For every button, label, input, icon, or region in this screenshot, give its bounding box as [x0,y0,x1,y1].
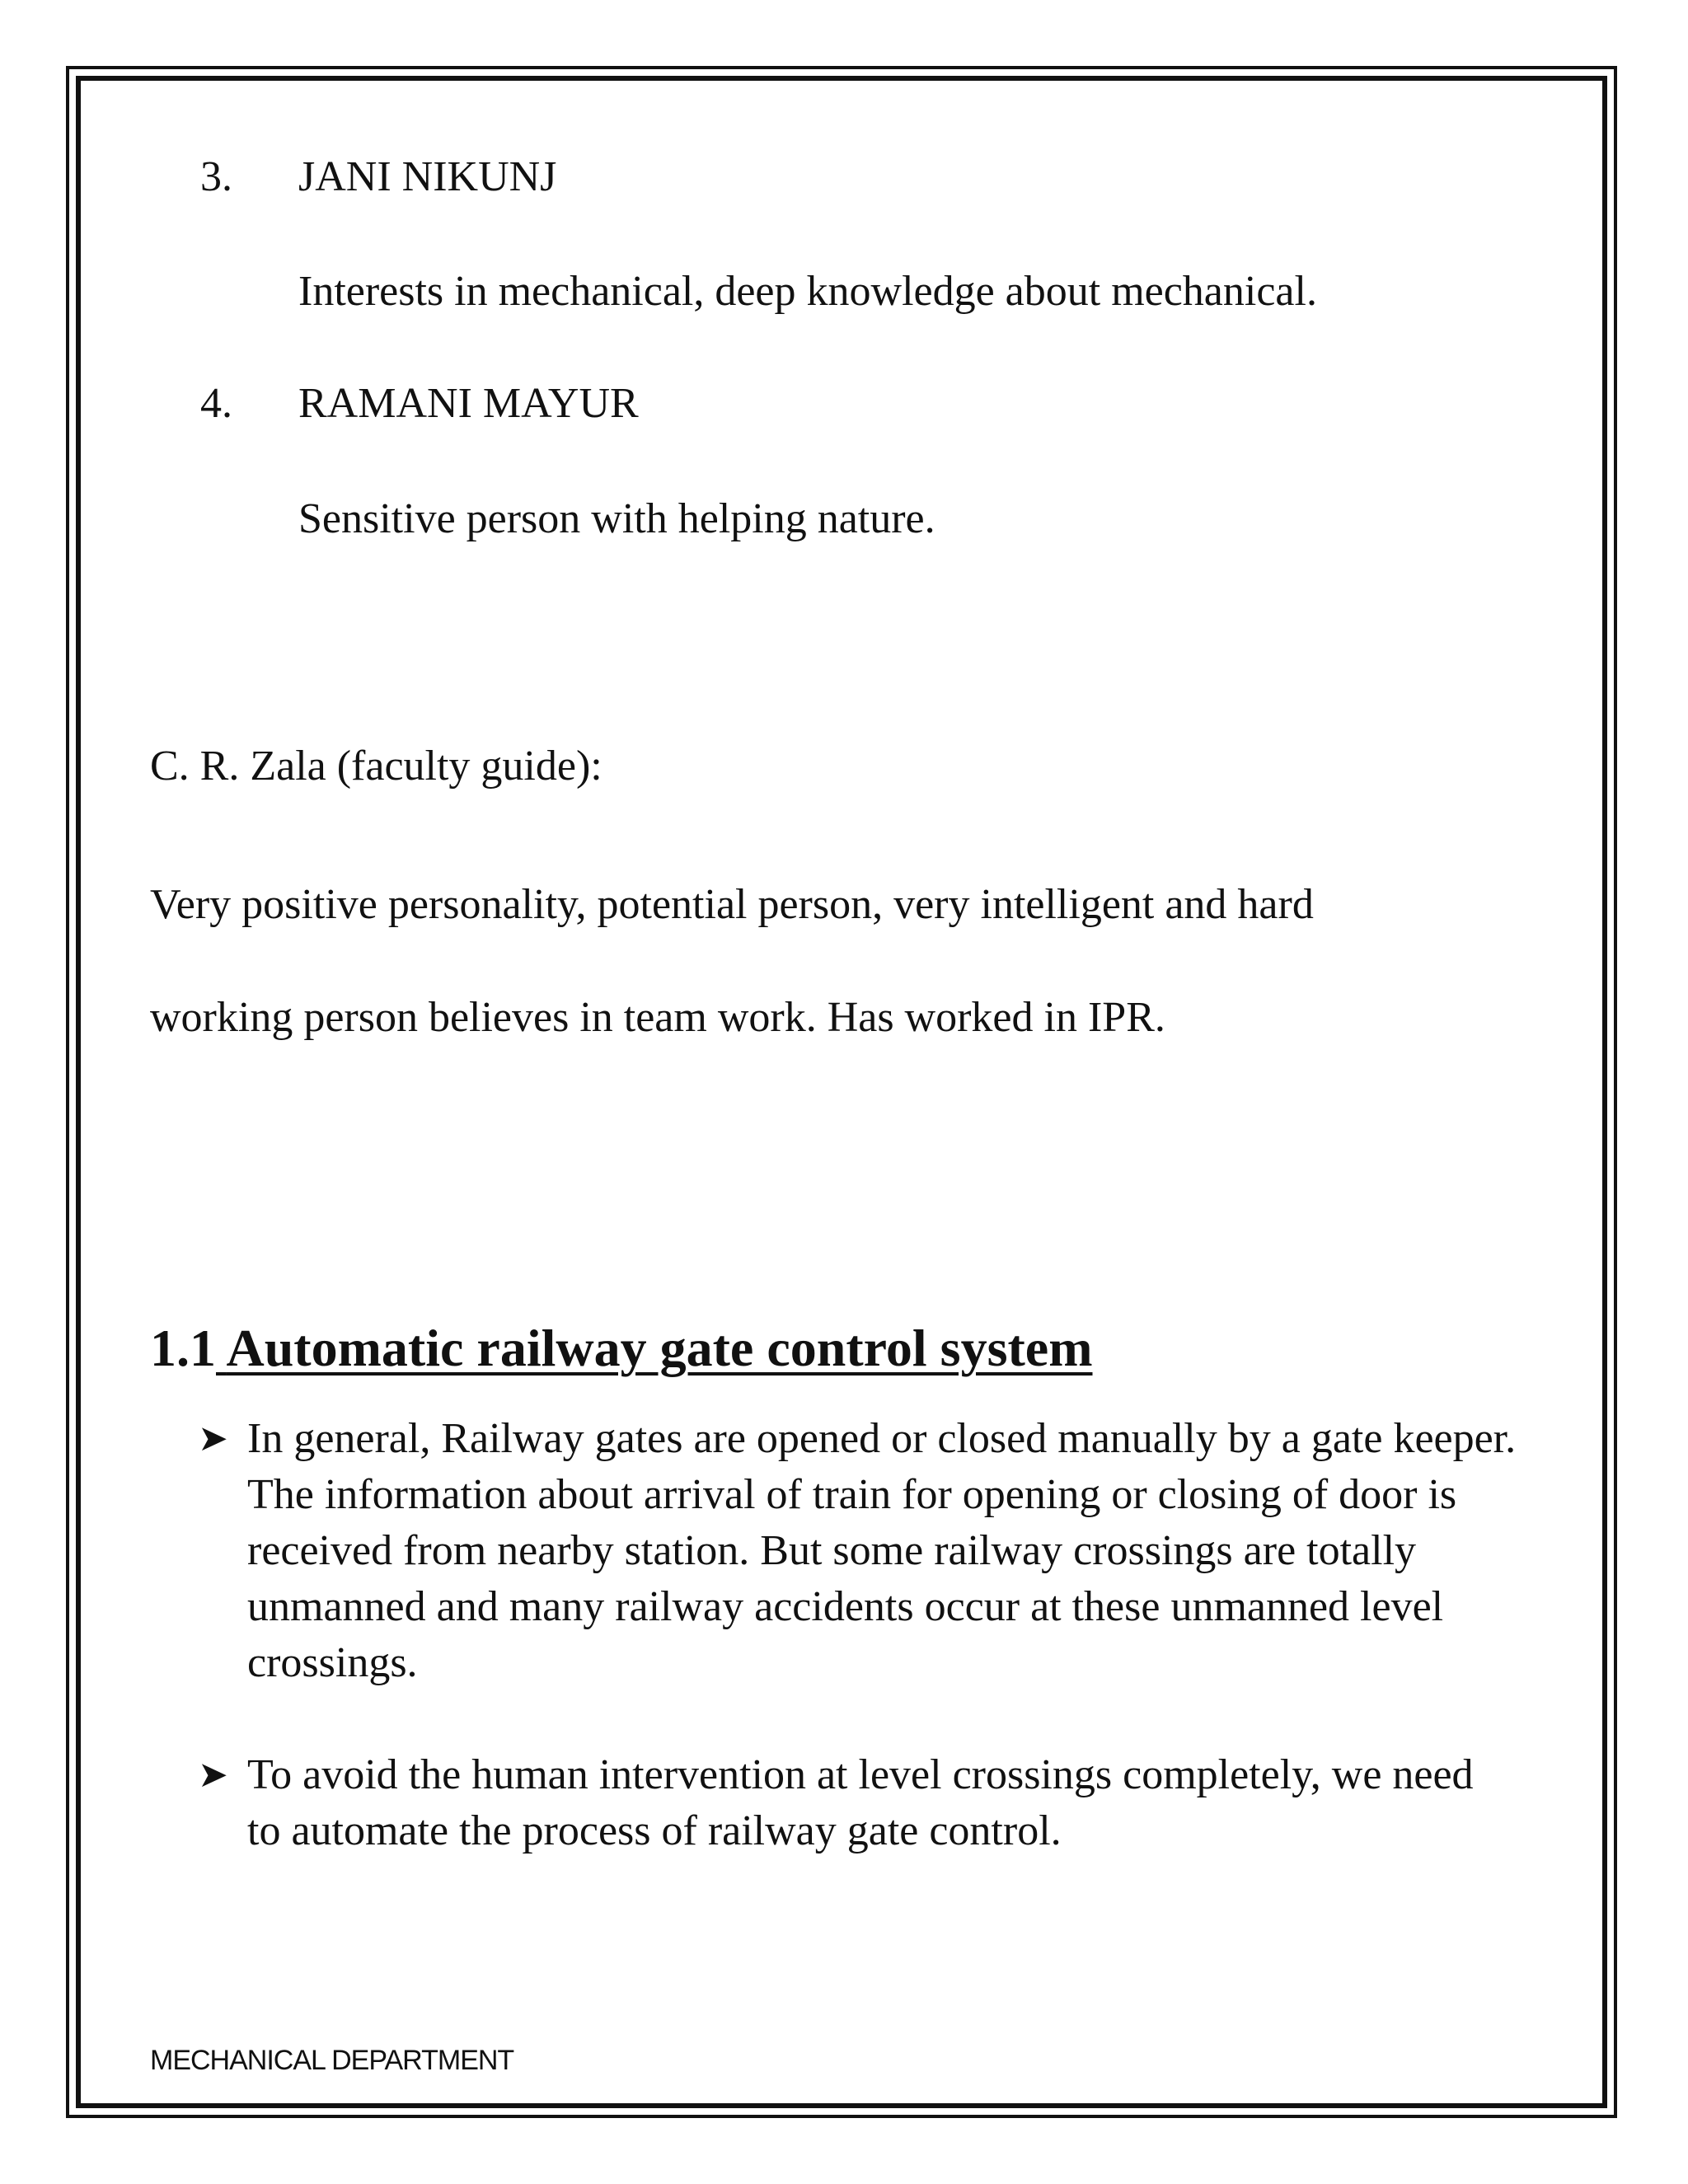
bullet-text: In general, Railway gates are opened or closed manually by a gate keeper. The information about arrival of train for opening or closing of door is received from nearby station. But some railway crossings are totally unmanned and many railway accidents occur at these unmanned level crossings. [247,1415,1517,1686]
arrowhead-bullet-icon: ➤ [198,1754,228,1796]
member-description: Sensitive person with helping nature. [298,495,935,542]
guide-text-line-1: Very positive personality, potential person, very intelligent and hard [150,881,1314,928]
section-heading [150,1317,1093,1380]
member-name: JANI NIKUNJ [298,153,557,200]
section-number: 1.1 [150,1319,216,1377]
section-title: Automatic railway gate control system [226,1319,1093,1377]
guide-label: C. R. Zala (faculty guide): [150,743,603,790]
bullet-text: To avoid the human intervention at level crossings completely, we need to automate the process of railway gate control. [247,1751,1474,1854]
member-description: Interests in mechanical, deep knowledge about mechanical. [298,268,1317,315]
member-number: 4. [200,380,232,427]
arrowhead-bullet-icon: ➤ [198,1418,228,1460]
guide-text-line-2: working person believes in team work. Has worked in IPR. [150,994,1165,1041]
member-name: RAMANI MAYUR [298,380,639,427]
bullet-item [198,1411,1517,1691]
member-number: 3. [200,153,232,200]
bullet-item [198,1747,1517,1863]
footer-department: MECHANICAL DEPARTMENT [150,2045,514,2076]
